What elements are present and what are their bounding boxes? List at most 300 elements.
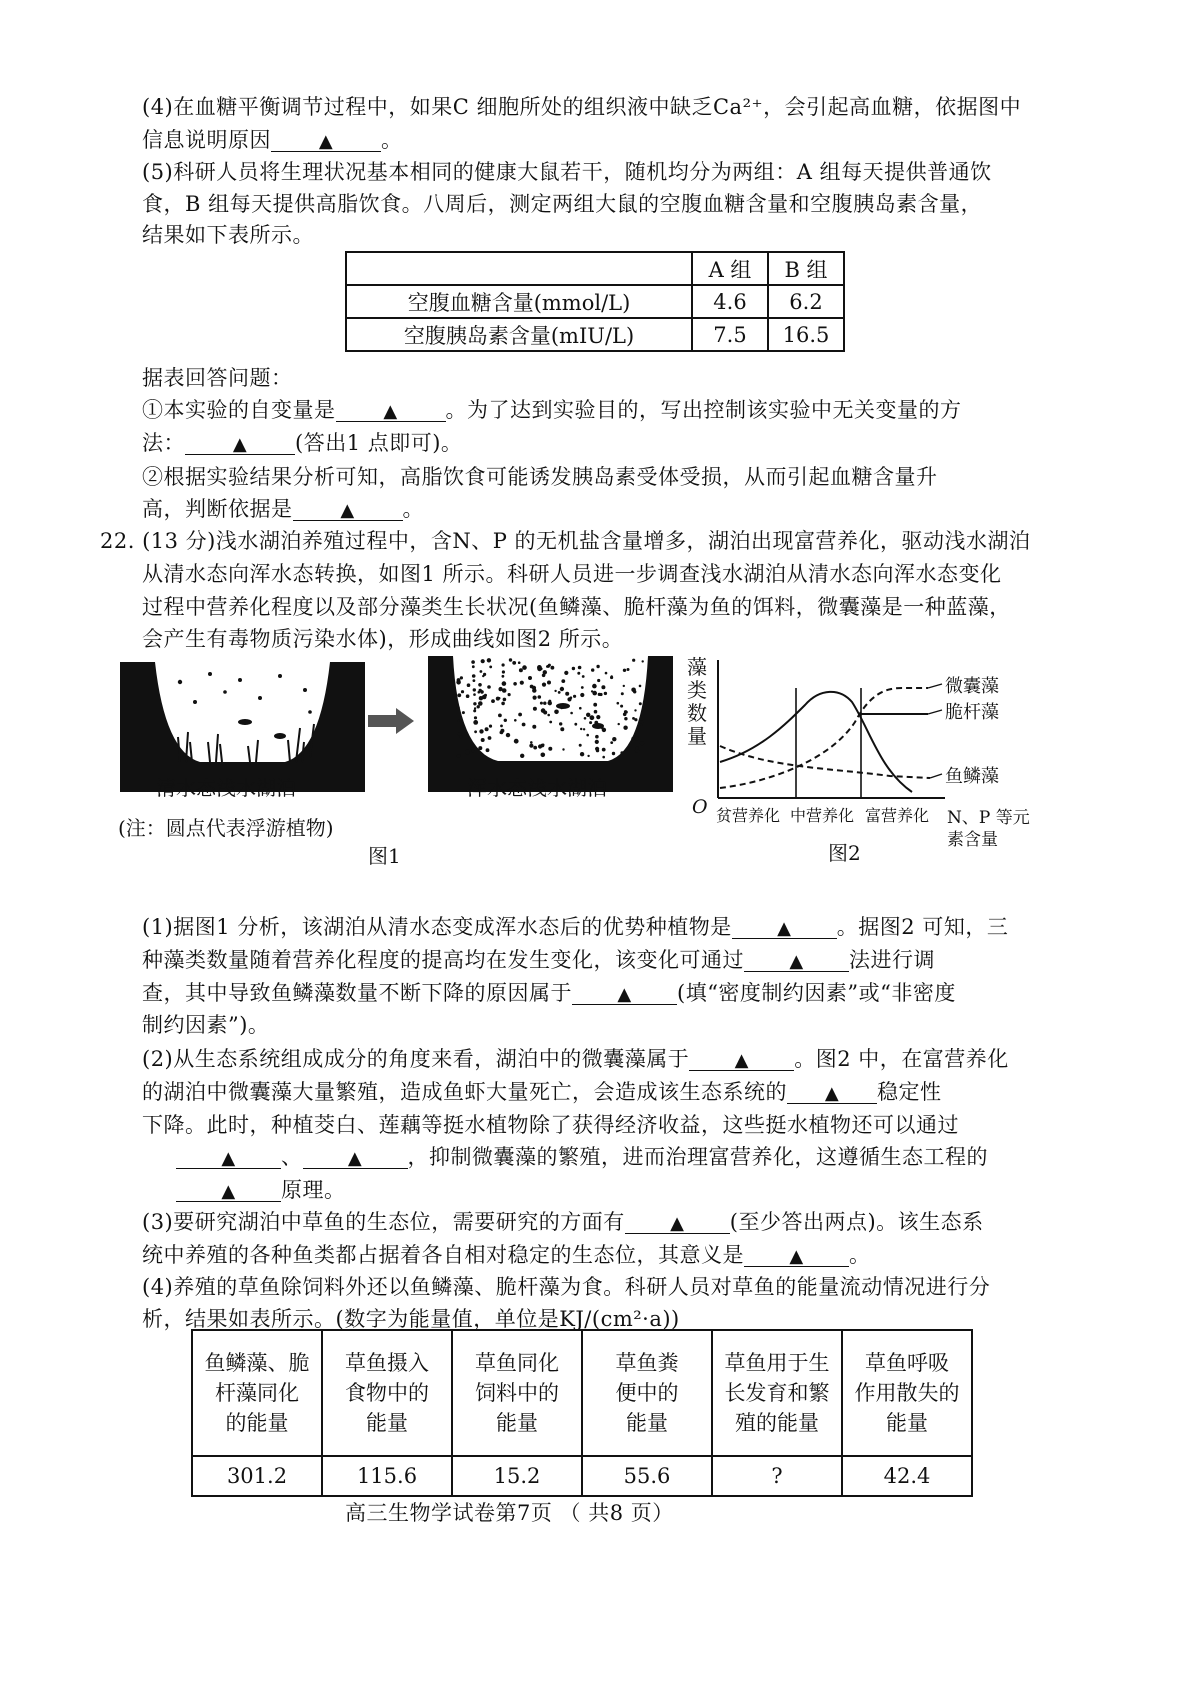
plankton-dot <box>504 719 507 722</box>
q22-p3-line1 <box>142 1209 984 1235</box>
cell-b: 16.5 <box>768 318 844 351</box>
answer-blank[interactable] <box>176 1177 281 1202</box>
plankton-dot <box>570 696 573 699</box>
plankton-dot <box>456 706 460 710</box>
row-label: 空腹血糖含量(mmol/L) <box>346 285 692 318</box>
q22-head-line3: 过程中营养化程度以及部分藻类生长状况(鱼鳞藻、脆杆藻为鱼的饵料，微囊藻是一种蓝藻， <box>142 595 1011 619</box>
plankton-dot <box>605 672 608 675</box>
ylabel-char: 数 <box>687 701 707 725</box>
plankton-dot <box>612 752 615 755</box>
plankton-dot <box>632 717 635 720</box>
answer-blank[interactable] <box>744 947 849 972</box>
plankton-dot <box>572 667 575 670</box>
triangle-icon: ▲ <box>221 1148 236 1169</box>
triangle-icon: ▲ <box>232 434 248 455</box>
plankton-dot <box>528 676 532 680</box>
q21-s1-line2 <box>142 430 462 456</box>
leader-line <box>928 710 942 714</box>
plankton-dot <box>537 665 542 670</box>
plankton-dot <box>484 694 487 697</box>
plankton-dot <box>478 701 483 706</box>
plankton-dot <box>642 660 644 662</box>
plankton-dot <box>473 679 476 682</box>
q22-p1-text2: 。据图2 可知，三 <box>836 915 1009 939</box>
plankton-dot <box>558 691 561 694</box>
plankton-dot <box>522 665 527 670</box>
arrow-right-icon <box>368 706 416 736</box>
table-cell: 115.6 <box>322 1456 452 1496</box>
plankton-dot <box>597 679 600 682</box>
plankton-dot <box>617 702 620 705</box>
legend-microcystis: 微囊藻 <box>945 676 999 697</box>
plankton-dot <box>561 679 565 683</box>
cell-b: 6.2 <box>768 285 844 318</box>
answer-blank[interactable] <box>176 1144 281 1169</box>
table-row <box>346 285 844 318</box>
triangle-icon: ▲ <box>347 1148 363 1169</box>
q22-p4-line2: 析，结果如表所示。(数字为能量值，单位是KJ/(cm²·a)) <box>142 1307 680 1331</box>
q22-head-line4: 会产生有毒物质污染水体)，形成曲线如图2 所示。 <box>142 627 624 651</box>
plankton-dot <box>474 730 477 733</box>
plankton-dot <box>546 665 549 668</box>
page-footer: 高三生物学试卷第7页 （ 共8 页） <box>345 1501 674 1525</box>
plankton-dot <box>593 703 597 707</box>
fig2-xlabel-1: N、P 等元 <box>947 808 1030 828</box>
plankton-dot <box>474 716 477 719</box>
plankton-dot <box>618 723 620 725</box>
triangle-icon: ▲ <box>340 500 355 521</box>
plankton-dot <box>547 681 551 685</box>
plankton-dot <box>639 702 642 705</box>
triangle-icon: ▲ <box>221 1181 236 1202</box>
plankton-dot <box>587 755 589 757</box>
plankton-dot <box>519 668 523 672</box>
plankton-dot <box>580 728 582 730</box>
plankton-dot <box>547 714 550 717</box>
q21-p4-line2 <box>142 127 403 153</box>
plankton-dot <box>471 749 474 752</box>
q22-p3-line2 <box>142 1242 871 1268</box>
plankton-dot <box>479 729 483 733</box>
plankton-dot <box>520 681 524 685</box>
q22-p2-text: (2)从生态系统组成成分的角度来看，湖泊中的微囊藻属于 <box>142 1047 690 1071</box>
plankton-dot <box>538 695 542 699</box>
table-row <box>346 318 844 351</box>
turbid-lake-caption: 浑水态浅水湖泊 <box>467 776 607 800</box>
triangle-icon: ▲ <box>383 401 398 422</box>
triangle-icon: ▲ <box>617 984 632 1005</box>
q21-table-intro: 据表回答问题： <box>142 366 293 390</box>
answer-blank[interactable] <box>185 430 295 455</box>
plankton-dot <box>480 670 483 673</box>
plankton-dot <box>472 674 476 678</box>
triangle-icon: ▲ <box>777 918 792 939</box>
energy-flow-table <box>191 1329 973 1497</box>
plankton-dot <box>461 690 464 693</box>
plankton-dot <box>530 685 534 689</box>
q22-p2-text6: ，抑制微囊藻的繁殖，进而治理富营养化，这遵循生态工程的 <box>407 1145 988 1169</box>
q22-p1-line2 <box>142 947 935 973</box>
plankton-dot <box>549 721 552 724</box>
plankton-dot <box>601 685 605 689</box>
fig2-origin: O <box>692 796 708 818</box>
algae-curve-chart <box>680 650 1065 820</box>
plankton-dot <box>631 737 634 740</box>
plankton-dot <box>499 688 502 691</box>
plankton-dot <box>508 693 511 696</box>
plankton-dot <box>502 663 505 666</box>
table-header-cell: 草鱼粪 便中的 能量 <box>582 1330 712 1456</box>
q22-p1-text5: 查，其中导致鱼鳞藻数量不断下降的原因属于 <box>142 981 572 1005</box>
plankton-dot <box>498 697 500 699</box>
answer-blank[interactable] <box>787 1079 877 1104</box>
table-cell: 15.2 <box>452 1456 582 1496</box>
plankton-dot <box>483 673 486 676</box>
plankton-dot <box>502 688 507 693</box>
plankton-dot <box>489 666 492 669</box>
plankton-dot <box>477 705 480 708</box>
plankton-dot <box>500 729 504 733</box>
plankton-dot <box>543 711 547 715</box>
plankton-dot <box>488 736 492 740</box>
table-header-cell: 草鱼摄入 食物中的 能量 <box>322 1330 452 1456</box>
table-corner <box>346 252 692 285</box>
answer-blank[interactable] <box>732 914 837 939</box>
plankton-dot <box>501 702 505 706</box>
q22-p2-text5: 、 <box>281 1145 303 1169</box>
q22-p2-line1 <box>142 1046 1009 1072</box>
plankton-dot <box>595 740 599 744</box>
plankton-dot <box>471 660 475 664</box>
plankton-dot <box>530 741 533 744</box>
plankton-dot <box>502 675 505 678</box>
plankton-dot <box>623 685 625 687</box>
q22-p2-line4 <box>176 1144 988 1170</box>
plankton-dot <box>500 725 503 728</box>
plankton-dot <box>542 683 546 687</box>
plankton-dot <box>551 666 555 670</box>
plankton-dot <box>460 676 463 679</box>
plankton-dot <box>592 684 597 689</box>
plankton-dot <box>518 713 522 717</box>
plankton-dot <box>533 746 537 750</box>
q21-s1-text: ①本实验的自变量是 <box>142 398 336 422</box>
plankton-dot <box>627 668 630 671</box>
legend-fragilaria: 脆杆藻 <box>945 702 999 723</box>
plankton-dot <box>459 735 462 738</box>
triangle-icon: ▲ <box>318 131 334 152</box>
table-header-cell: 草鱼用于生 长发育和繁 殖的能量 <box>712 1330 842 1456</box>
x-tick-mesotrophic: 中营养化 <box>790 806 855 825</box>
plankton-dot <box>631 688 636 693</box>
q22-p2-line3: 下降。此时，种植茭白、莲藕等挺水植物除了获得经济收益，这些挺水植物还可以通过 <box>142 1113 959 1137</box>
q21-p4-line1: (4)在血糖平衡调节过程中，如果C 细胞所处的组织液中缺乏Ca²⁺，会引起高血糖，依据图中 <box>142 95 1022 119</box>
q22-p3-text3: 统中养殖的各种鱼类都占据着各自相对稳定的生态位，其意义是 <box>142 1243 744 1267</box>
plankton-dot <box>498 714 502 718</box>
plankton-dot <box>610 741 613 744</box>
plankton-dot <box>623 669 626 672</box>
plankton-dot <box>472 665 475 668</box>
plankton-dot <box>579 744 582 747</box>
plankton-dot <box>565 692 569 696</box>
cell-a: 7.5 <box>692 318 768 351</box>
plankton-dot <box>640 723 643 726</box>
plankton-dot <box>595 735 599 739</box>
plankton-dot <box>602 728 606 732</box>
blood-sugar-table <box>345 251 845 352</box>
answer-blank[interactable] <box>336 397 446 422</box>
q22-p1-line1 <box>142 914 1008 940</box>
plankton-dot <box>590 715 595 720</box>
plankton-dot <box>589 721 592 724</box>
plankton-dot <box>559 722 562 725</box>
plankton-dot <box>471 744 475 748</box>
answer-blank[interactable] <box>689 1046 794 1071</box>
plankton-dot <box>518 661 521 664</box>
plankton-dot <box>586 734 589 737</box>
plankton-dot <box>478 746 482 750</box>
q21-p5-line3: 结果如下表所示。 <box>142 223 314 247</box>
q21-s2-line2 <box>142 496 424 522</box>
plankton-dot <box>541 753 546 758</box>
q21-p5-line2: 食，B 组每天提供高脂饮食。八周后，测定两组大鼠的空腹血糖含量和空腹胰岛素含量， <box>142 192 983 216</box>
plankton-dot <box>481 738 485 742</box>
plankton-dot <box>503 698 507 702</box>
triangle-icon: ▲ <box>789 951 804 972</box>
plankton-dot <box>570 712 573 715</box>
period: 。 <box>402 497 424 521</box>
plankton-dot <box>487 685 491 689</box>
plankton-dot <box>502 670 505 673</box>
plankton-dot <box>489 725 492 728</box>
q21-s1-text4: (答出1 点即可)。 <box>295 431 463 455</box>
plankton-dot <box>506 733 510 737</box>
legend-fish-scale-algae: 鱼鳞藻 <box>945 766 999 787</box>
plankton-dot <box>514 739 519 744</box>
q22-p1-text4: 法进行调 <box>849 948 935 972</box>
period: 。 <box>381 128 403 152</box>
plankton-dot <box>560 727 564 731</box>
q22-p1-text3: 种藻类数量随着营养化程度的提高均在发生变化，该变化可通过 <box>142 948 744 972</box>
plankton-dot <box>640 741 644 745</box>
plankton-dot <box>473 709 476 712</box>
plankton-dot <box>513 682 517 686</box>
plankton-dot <box>586 713 590 717</box>
plankton-dot <box>574 723 577 726</box>
plankton-dot <box>581 686 584 689</box>
q22-p3-text2: (至少答出两点)。该生态系 <box>729 1210 984 1234</box>
plankton-dot <box>473 693 476 696</box>
plankton-dot <box>533 696 537 700</box>
plankton-dot <box>512 661 516 665</box>
plankton-dot <box>623 726 627 730</box>
plankton-dot <box>487 658 491 662</box>
ylabel-char: 量 <box>687 724 707 748</box>
plankton-dot <box>479 689 482 692</box>
plankton-dot <box>578 666 582 670</box>
plankton-dot <box>595 747 599 751</box>
answer-blank[interactable] <box>271 127 381 152</box>
plankton-dot <box>580 752 584 756</box>
q22-p2-line2 <box>142 1079 942 1105</box>
q21-s2-text: 高，判断依据是 <box>142 497 293 521</box>
plankton-dot <box>632 659 635 662</box>
plankton-dot <box>540 702 543 705</box>
plankton-dot <box>591 690 593 692</box>
plankton-dot <box>456 680 461 685</box>
plankton-dot <box>580 693 584 697</box>
plankton-dot <box>634 709 636 711</box>
leader-line <box>928 684 942 688</box>
curve-microcystis <box>720 688 928 788</box>
plankton-dot <box>582 675 585 678</box>
x-tick-oligotrophic: 贫营养化 <box>716 806 781 825</box>
plankton-dot <box>573 695 576 698</box>
plankton-dot <box>533 707 537 711</box>
plankton-dot <box>491 699 495 703</box>
plankton-dot <box>542 744 545 747</box>
plankton-dot <box>591 668 594 671</box>
fig2-xlabel-2: 素含量 <box>947 830 998 850</box>
plankton-dot <box>538 744 542 748</box>
plankton-dot <box>522 723 526 727</box>
plankton-dot <box>577 672 580 675</box>
q22-p2-text4: 稳定性 <box>877 1080 942 1104</box>
plankton-dot <box>554 690 556 692</box>
q22-p1-line4: 制约因素”)。 <box>142 1013 270 1037</box>
answer-blank[interactable] <box>293 496 403 521</box>
plankton-dot <box>457 693 461 697</box>
plankton-dot <box>594 710 598 714</box>
triangle-icon: ▲ <box>824 1083 840 1104</box>
plankton-dot <box>634 736 639 741</box>
answer-blank[interactable] <box>744 1242 849 1267</box>
leader-line <box>930 774 942 778</box>
fig2-label: 图2 <box>828 841 861 865</box>
clear-lake-caption: 清水态浅水湖泊 <box>156 776 296 800</box>
plankton-dot <box>620 751 623 754</box>
q21-s1-text3: 法： <box>142 431 185 455</box>
plankton-dot <box>542 674 546 678</box>
q22-head-line2: 从清水态向浑水态转换，如图1 所示。科研人员进一步调查浅水湖泊从清水态向浑水态变化 <box>142 562 1002 586</box>
plankton-dot <box>529 744 533 748</box>
ylabel-char: 类 <box>687 678 707 702</box>
table-header-cell: 草鱼同化 饲料中的 能量 <box>452 1330 582 1456</box>
plankton-dot <box>596 665 599 668</box>
table-header-cell: 鱼鳞藻、脆 杆藻同化 的能量 <box>192 1330 322 1456</box>
ylabel-char: 藻 <box>687 655 707 679</box>
plankton-dot <box>502 681 507 686</box>
plankton-dot <box>548 702 552 706</box>
plankton-dot <box>612 737 616 741</box>
x-tick-eutrophic: 富营养化 <box>865 806 930 825</box>
plankton-dot <box>478 683 482 687</box>
q22-p2-text2: 。图2 中，在富营养化 <box>794 1047 1009 1071</box>
col-b-header: B 组 <box>768 252 844 285</box>
plankton-dot <box>532 688 536 692</box>
row-label: 空腹胰岛素含量(mIU/L) <box>346 318 692 351</box>
plankton-dot <box>486 748 490 752</box>
plankton-dot <box>554 710 559 715</box>
plankton-dot <box>457 754 461 758</box>
plankton-dot <box>583 728 585 730</box>
plankton-dot <box>462 711 465 714</box>
plankton-dot <box>543 702 546 705</box>
table-cell: 301.2 <box>192 1456 322 1496</box>
q21-s2-line1: ②根据实验结果分析可知，高脂饮食可能诱发胰岛素受体受损，从而引起血糖含量升 <box>142 465 938 489</box>
table-header-row <box>346 252 844 285</box>
triangle-icon: ▲ <box>670 1213 685 1234</box>
plankton-dot <box>623 713 627 717</box>
plankton-dot <box>602 756 605 759</box>
plankton-dot <box>621 692 624 695</box>
plankton-dot <box>610 676 613 679</box>
plankton-dot <box>467 683 471 687</box>
plankton-dot <box>620 705 623 708</box>
table-cell: ? <box>712 1456 842 1496</box>
q22-p1-line3 <box>142 980 956 1006</box>
q22-p2-text3: 的湖泊中微囊藻大量繁殖，造成鱼虾大量死亡，会造成该生态系统的 <box>142 1080 787 1104</box>
plankton-dot <box>509 658 512 661</box>
fig1-label: 图1 <box>368 844 401 868</box>
plankton-dot <box>579 707 582 710</box>
q22-p1-text6: (填“密度制约因素”或“非密度 <box>677 981 956 1005</box>
plankton-dot <box>564 671 568 675</box>
plankton-dot <box>474 707 476 709</box>
q21-p4-text: 信息说明原因 <box>142 128 271 152</box>
plankton-dot <box>598 693 601 696</box>
q22-head-line1: 22. (13 分)浅水湖泊养殖过程中，含N、P 的无机盐含量增多，湖泊出现富营养化，驱动浅水湖泊 <box>100 529 1031 553</box>
plankton-dot <box>465 750 470 755</box>
table-cell: 55.6 <box>582 1456 712 1496</box>
q21-s1-text2: 。为了达到实验目的，写出控制该实验中无关变量的方 <box>445 398 962 422</box>
plankton-dot <box>485 727 489 731</box>
col-a-header: A 组 <box>692 252 768 285</box>
plankton-dot <box>604 692 607 695</box>
table-header-row <box>192 1330 972 1456</box>
plankton-dot <box>473 702 476 705</box>
answer-blank[interactable] <box>572 980 677 1005</box>
plankton-dot <box>473 720 478 725</box>
plankton-dot <box>473 688 476 691</box>
fig2-ylabel <box>687 656 707 748</box>
cell-a: 4.6 <box>692 285 768 318</box>
q22-p3-text4: 。 <box>849 1243 871 1267</box>
plankton-dot <box>602 748 606 752</box>
q21-p5-line1: (5)科研人员将生理状况基本相同的健康大鼠若干，随机均分为两组：A 组每天提供普通饮 <box>142 160 992 184</box>
triangle-icon: ▲ <box>789 1246 804 1267</box>
plankton-dot <box>639 685 642 688</box>
plankton-dot <box>466 694 470 698</box>
q22-p3-text: (3)要研究湖泊中草鱼的生态位，需要研究的方面有 <box>142 1210 625 1234</box>
plankton-dot <box>635 749 639 753</box>
answer-blank[interactable] <box>303 1144 408 1169</box>
plankton-dot <box>636 746 639 749</box>
q22-p2-line5 <box>176 1177 346 1203</box>
answer-blank[interactable] <box>625 1209 730 1234</box>
triangle-icon: ▲ <box>734 1050 749 1071</box>
plankton-dot <box>548 747 552 751</box>
table-row <box>192 1456 972 1496</box>
curve-middle <box>720 692 912 792</box>
q22-p2-text7: 原理。 <box>281 1178 346 1202</box>
table-header-cell: 草鱼呼吸 作用散失的 能量 <box>842 1330 972 1456</box>
plankton-dot <box>624 717 627 720</box>
plankton-dot <box>514 719 517 722</box>
plankton-dot <box>520 754 524 758</box>
plankton-dot <box>481 659 485 663</box>
q21-s1-line1 <box>142 397 962 423</box>
